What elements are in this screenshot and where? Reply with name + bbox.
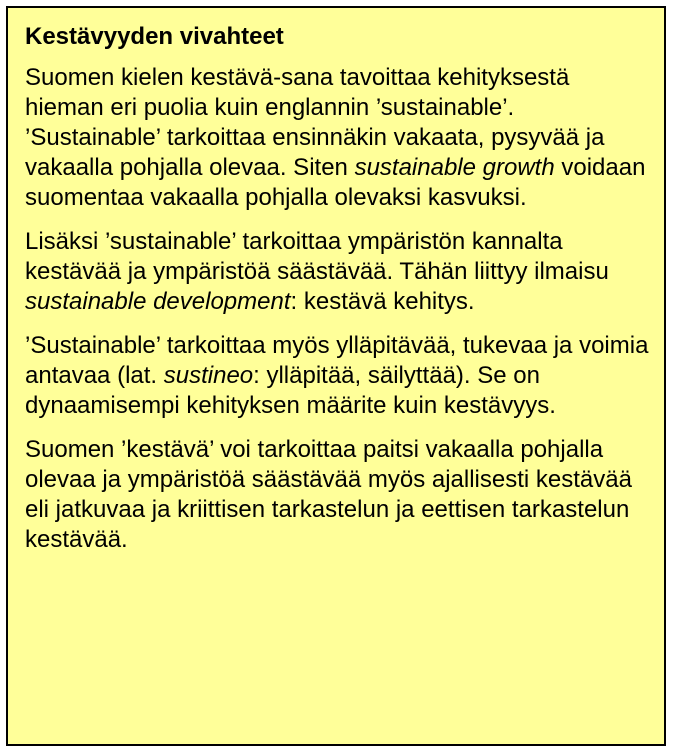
paragraph-3 bbox=[25, 331, 654, 421]
paragraph-3-text-b: : ylläpitää, säilyttää). Se on dynaamisempi kehityksen määrite kuin kestävyys. bbox=[25, 362, 556, 419]
paragraph-1-term-sustainable-growth: sustainable growth bbox=[354, 154, 555, 181]
box-title: Kestävyyden vivahteet bbox=[25, 23, 284, 50]
paragraph-3-term-sustineo: sustineo bbox=[163, 362, 254, 389]
paragraph-2-term-sustainable-development: sustainable development bbox=[25, 288, 291, 315]
paragraph-4-text: Suomen ’kestävä’ voi tarkoittaa paitsi vakaalla pohjalla olevaa ja ympäristöä säästävää myös ajallisesti kestävää eli jatkuvaa ja kriittisen tarkastelun ja eettisen tarkastelun kestävää. bbox=[25, 436, 632, 553]
paragraph-3-text-a: ’Sustainable’ tarkoittaa myös ylläpitävää, tukevaa ja voimia antavaa (lat. bbox=[25, 332, 649, 389]
paragraph-1-text-a: Suomen kielen kestävä-sana tavoittaa kehityksestä hieman eri puolia kuin englannin ’sustainable’. ’Sustainable’ tarkoittaa ensinnäkin vakaata, pysyvää ja vakaalla pohjalla olevaa. Siten bbox=[25, 64, 605, 181]
text-box bbox=[6, 6, 666, 746]
paragraph-2-text-b: : kestävä kehitys. bbox=[290, 288, 475, 315]
paragraph-4 bbox=[25, 435, 654, 555]
paragraph-2-text-a: Lisäksi ’sustainable’ tarkoittaa ympäristön kannalta kestävää ja ympäristöä säästävää. Tähän liittyy ilmaisu bbox=[25, 228, 609, 285]
paragraph-1 bbox=[25, 63, 654, 213]
paragraph-1-text-b: voidaan suomentaa vakaalla pohjalla olevaksi kasvuksi. bbox=[25, 154, 646, 211]
paragraph-2 bbox=[25, 227, 654, 317]
